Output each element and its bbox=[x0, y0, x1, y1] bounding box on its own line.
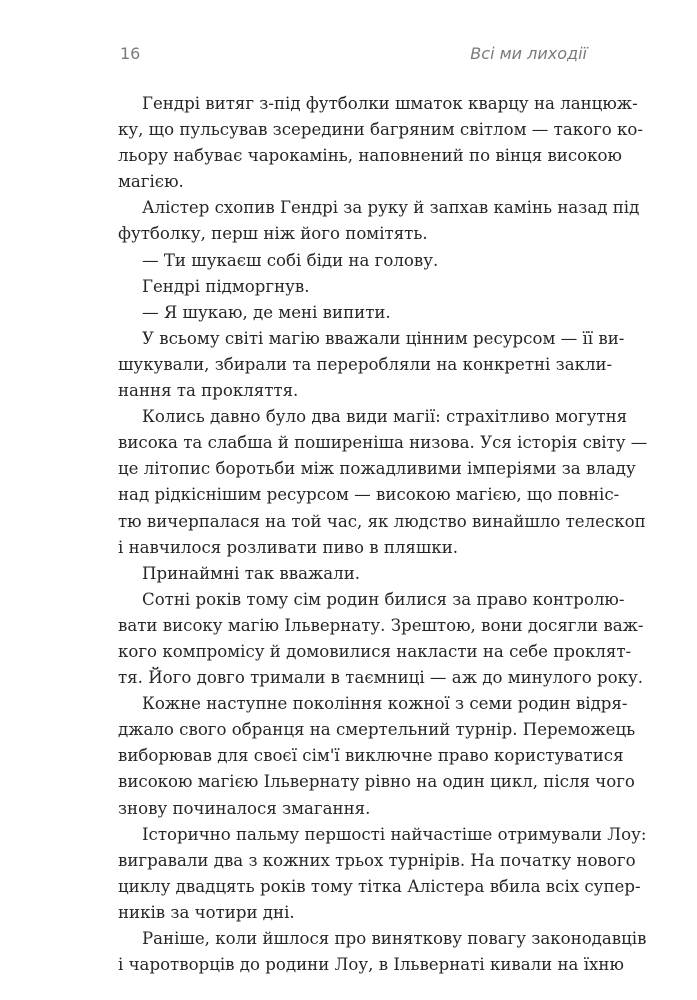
text-line: ку, що пульсував зсередини багряним світлом — такого ко- bbox=[118, 120, 643, 140]
text-line: вигравали два з кожних трьох турнірів. На початку нового bbox=[118, 850, 636, 870]
text-line: Сотні років тому сім родин билися за право контролю- bbox=[142, 589, 625, 609]
text-line: тю вичерпалася на той час, як людство винайшло телескоп bbox=[118, 511, 646, 531]
text-line: Алістер схопив Гендрі за руку й запхав камінь назад під bbox=[142, 198, 640, 218]
text-line: Раніше, коли йшлося про виняткову повагу законодавців bbox=[142, 929, 647, 948]
text-line: У всьому світі магію вважали цінним ресурсом — її ви- bbox=[142, 328, 625, 348]
page-number: 16 bbox=[120, 44, 141, 63]
text-line: над рідкіснішим ресурсом — високою магією, що повніс- bbox=[118, 485, 620, 505]
text-line: вати високу магію Ільвернату. Зрештою, вони досягли важ- bbox=[118, 615, 644, 635]
text-line: це літопис боротьби між пожадливими імперіями за владу bbox=[118, 459, 636, 479]
text-line: футболку, перш ніж його помітять. bbox=[118, 224, 428, 244]
text-line: — Я шукаю, де мені випити. bbox=[142, 302, 391, 322]
text-line: високою магією Ільвернату рівно на один цикл, після чого bbox=[118, 772, 635, 792]
text-line: тя. Його довго тримали в таємниці — аж до минулого року. bbox=[118, 668, 644, 688]
text-line: знову починалося змагання. bbox=[118, 798, 371, 818]
text-line: і навчилося розливати пиво в пляшки. bbox=[118, 537, 459, 557]
text-line: джало свого обранця на смертельний турнір. Переможець bbox=[118, 720, 636, 740]
text-line: кого компромісу й домовилися накласти на себе проклят- bbox=[118, 641, 632, 661]
text-line: Історично пальму першості найчастіше отримували Лоу: bbox=[142, 824, 647, 844]
body-text bbox=[118, 91, 648, 978]
text-line: льору набуває чарокамінь, наповнений по вінця високою bbox=[118, 146, 622, 166]
text-line: ників за чотири дні. bbox=[118, 902, 295, 922]
text-line: Принаймні так вважали. bbox=[142, 563, 361, 583]
text-line: Кожне наступне покоління кожної з семи родин відря- bbox=[142, 694, 628, 714]
text-line: циклу двадцять років тому тітка Алістера вбила всіх супер- bbox=[118, 876, 641, 896]
text-line: Гендрі витяг з-під футболки шматок кварцу на ланцюж- bbox=[142, 94, 638, 113]
text-line: виборював для своєї сім'ї виключне право користуватися bbox=[118, 746, 624, 766]
text-line: — Ти шукаєш собі біди на голову. bbox=[142, 250, 439, 270]
text-line: Гендрі підморгнув. bbox=[142, 276, 310, 296]
text-line: шукували, збирали та переробляли на конкретні закли- bbox=[118, 354, 613, 374]
text-line: нання та прокляття. bbox=[118, 381, 299, 401]
text-line: магією. bbox=[118, 172, 184, 192]
text-line: висока та слабша й поширеніша низова. Уся історія світу — bbox=[118, 433, 648, 453]
text-line: і чаротворців до родини Лоу, в Ільвернаті кивали на їхню bbox=[118, 955, 624, 975]
running-title: Всі ми лиходії bbox=[470, 44, 587, 63]
text-line: Колись давно було два види магії: страхітливо могутня bbox=[142, 407, 628, 427]
page-header bbox=[120, 44, 587, 72]
